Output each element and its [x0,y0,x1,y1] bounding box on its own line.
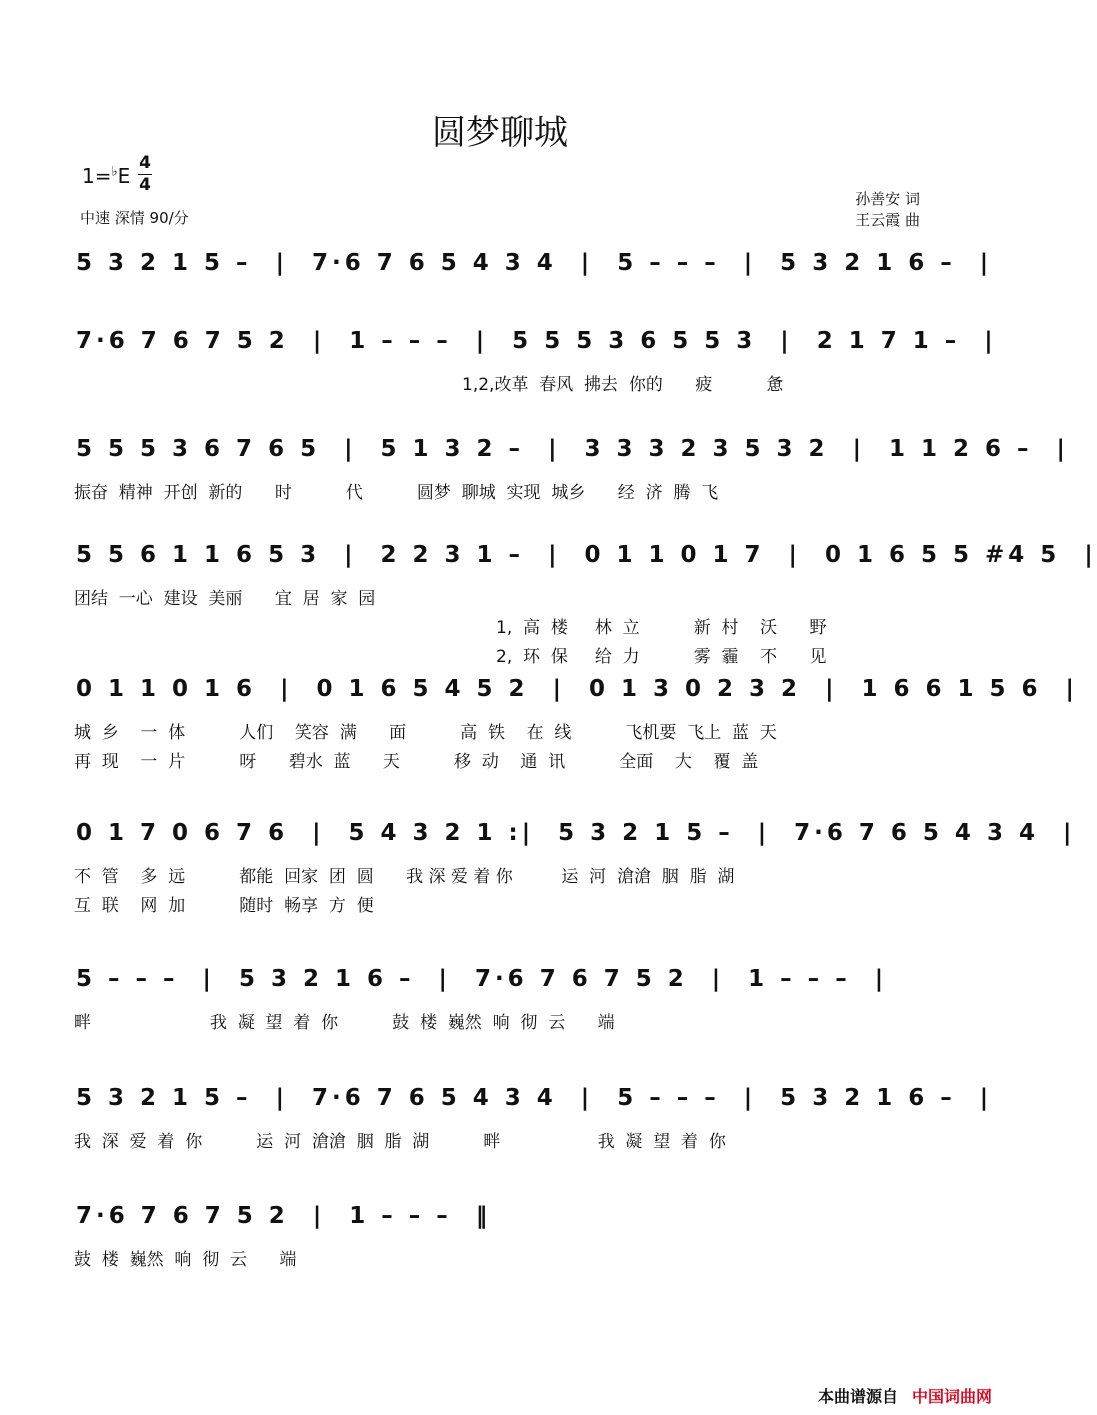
lyric-line: 不 管 多 远 都能 回家 团 圆 我 深 爱 着 你 运 河 滄滄 胭 脂 湖 [74,867,735,887]
lyric-line: 畔 我 凝 望 着 你 鼓 楼 巍然 响 彻 云 端 [74,1013,615,1033]
lyric-line: 2, 环 保 给 力 雾 霾 不 见 [496,647,827,667]
page-title: 圆梦聊城 [432,113,568,153]
composer-credit: 王云霞 曲 [855,211,920,229]
lyric-line: 我 深 爱 着 你 运 河 滄滄 胭 脂 湖 畔 我 凝 望 着 你 [74,1132,726,1152]
notation-line: 5 3 2 1 5 – | 7·6 7 6 5 4 3 4 | 5 – – – | 5 3 2 1 6 – | [76,1085,993,1111]
lyric-line: 再 现 一 片 呀 碧水 蓝 天 移 动 通 讯 全面 大 覆 盖 [74,752,759,772]
time-bottom: 4 [139,175,151,195]
notation-line: 5 – – – | 5 3 2 1 6 – | 7·6 7 6 7 5 2 | 1 – – – | [76,966,888,992]
lyric-line: 团结 一心 建设 美丽 宜 居 家 园 [74,589,376,609]
lyric-line: 互 联 网 加 随时 畅享 方 便 [74,896,374,916]
key-note: E [117,164,131,188]
lyric-line: 振奋 精神 开创 新的 时 代 圆梦 聊城 实现 城乡 经 济 腾 飞 [74,483,719,503]
notation-line: 0 1 7 0 6 7 6 | 5 4 3 2 1 :| 5 3 2 1 5 – | 7·6 7 6 5 4 3 4 | [76,820,1076,846]
footer [818,1384,992,1407]
notation-line: 5 5 6 1 1 6 5 3 | 2 2 3 1 – | 0 1 1 0 1 7 | 0 1 6 5 5 #4 5 | [76,542,1097,568]
time-signature [138,154,152,195]
key-label: 1= [82,164,112,188]
lyric-line: 1, 高 楼 林 立 新 村 沃 野 [496,618,827,638]
footer-site: 中国词曲网 [911,1387,992,1406]
key-flat: ♭ [111,164,118,180]
notation-line: 7·6 7 6 7 5 2 | 1 – – – ‖ [76,1203,492,1229]
lyric-line: 1,2,改革 春风 拂去 你的 疲 惫 [462,375,784,395]
lyricist-credit: 孙善安 词 [855,190,920,208]
key-signature [82,153,151,195]
notation-line: 0 1 1 0 1 6 | 0 1 6 5 4 5 2 | 0 1 3 0 2 3 2 | 1 6 6 1 5 6 | [76,676,1078,702]
notation-line: 7·6 7 6 7 5 2 | 1 – – – | 5 5 5 3 6 5 5 3 | 2 1 7 1 – | [76,328,997,354]
lyric-line: 鼓 楼 巍然 响 彻 云 端 [74,1250,297,1270]
lyric-line: 城 乡 一 体 人们 笑容 满 面 高 铁 在 线 飞机要 飞上 蓝 天 [74,723,777,743]
notation-line: 5 5 5 3 6 7 6 5 | 5 1 3 2 – | 3 3 3 2 3 5 3 2 | 1 1 2 6 – | [76,436,1069,462]
footer-source: 本曲谱源自 [817,1387,898,1406]
tempo-marking: 中速 深情 90/分 [80,209,189,227]
time-top: 4 [139,153,151,173]
notation-line: 5 3 2 1 5 – | 7·6 7 6 5 4 3 4 | 5 – – – | 5 3 2 1 6 – | [76,250,993,276]
